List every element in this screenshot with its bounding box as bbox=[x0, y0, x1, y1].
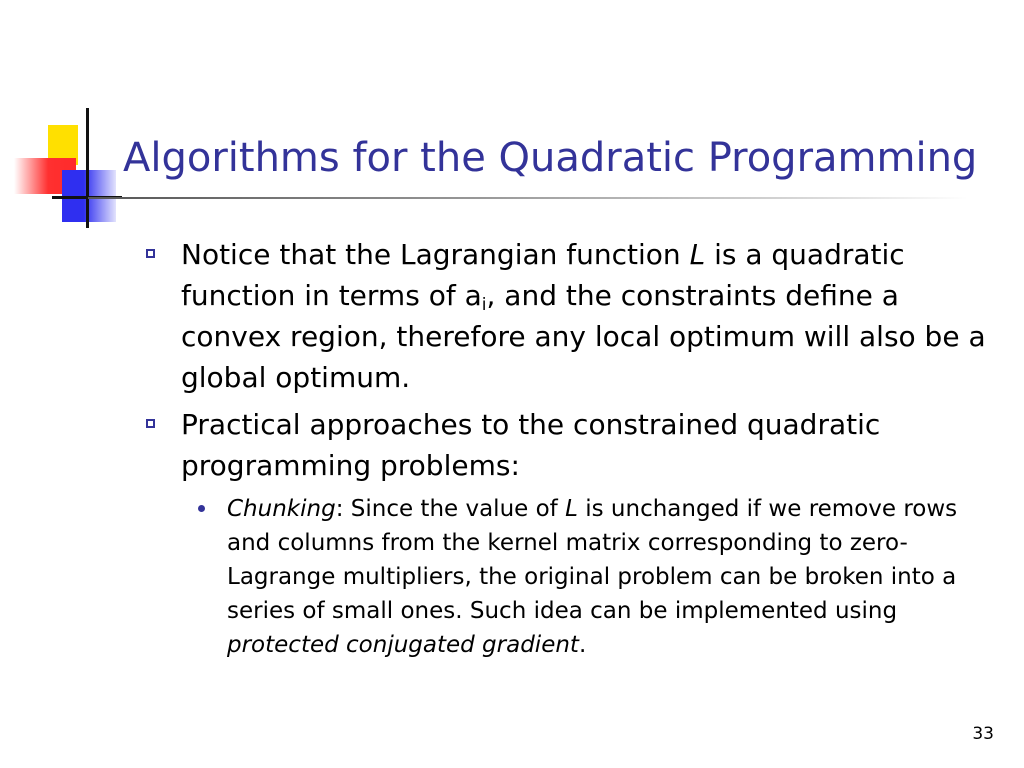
slide-title: Algorithms for the Quadratic Programming bbox=[123, 135, 978, 181]
sub-bullet-item bbox=[227, 492, 990, 662]
sub-bullet-text bbox=[227, 496, 957, 658]
page-number: 33 bbox=[972, 724, 994, 744]
sub-bullet-text-segment: : Since the value of bbox=[335, 496, 566, 522]
bullet-item bbox=[140, 234, 990, 398]
bullet-text-segment: is a quadratic function in terms of a bbox=[181, 238, 905, 312]
subscript: i bbox=[481, 295, 487, 315]
bullet-text bbox=[181, 238, 986, 394]
bullet-text-segment: , and the constraints define a convex region, therefore any local optimum will also be a global optimum. bbox=[181, 279, 986, 394]
bullet-item bbox=[140, 404, 990, 486]
italic-variable: L bbox=[565, 496, 578, 522]
bullet-text-segment: Notice that the Lagrangian function bbox=[181, 238, 690, 271]
square-bullet-icon bbox=[146, 419, 155, 428]
dot-bullet-icon bbox=[198, 505, 205, 512]
italic-term: Chunking bbox=[227, 496, 336, 522]
decorative-logo bbox=[0, 0, 160, 240]
sub-bullet-text-segment: is unchanged if we remove rows and columns from the kernel matrix corresponding to zero-Lagrange multipliers, the original problem can be broken into a series of small ones. Such idea can be implemented using bbox=[227, 496, 958, 624]
italic-variable: L bbox=[689, 238, 706, 271]
slide-body bbox=[140, 234, 990, 662]
logo-vertical-line bbox=[86, 108, 89, 228]
title-underline bbox=[88, 197, 968, 199]
square-bullet-icon bbox=[146, 249, 155, 258]
italic-term: protected conjugated gradient bbox=[227, 632, 579, 658]
sub-bullet-text-segment: . bbox=[578, 632, 587, 658]
bullet-text: Practical approaches to the constrained quadratic programming problems: bbox=[181, 408, 881, 482]
